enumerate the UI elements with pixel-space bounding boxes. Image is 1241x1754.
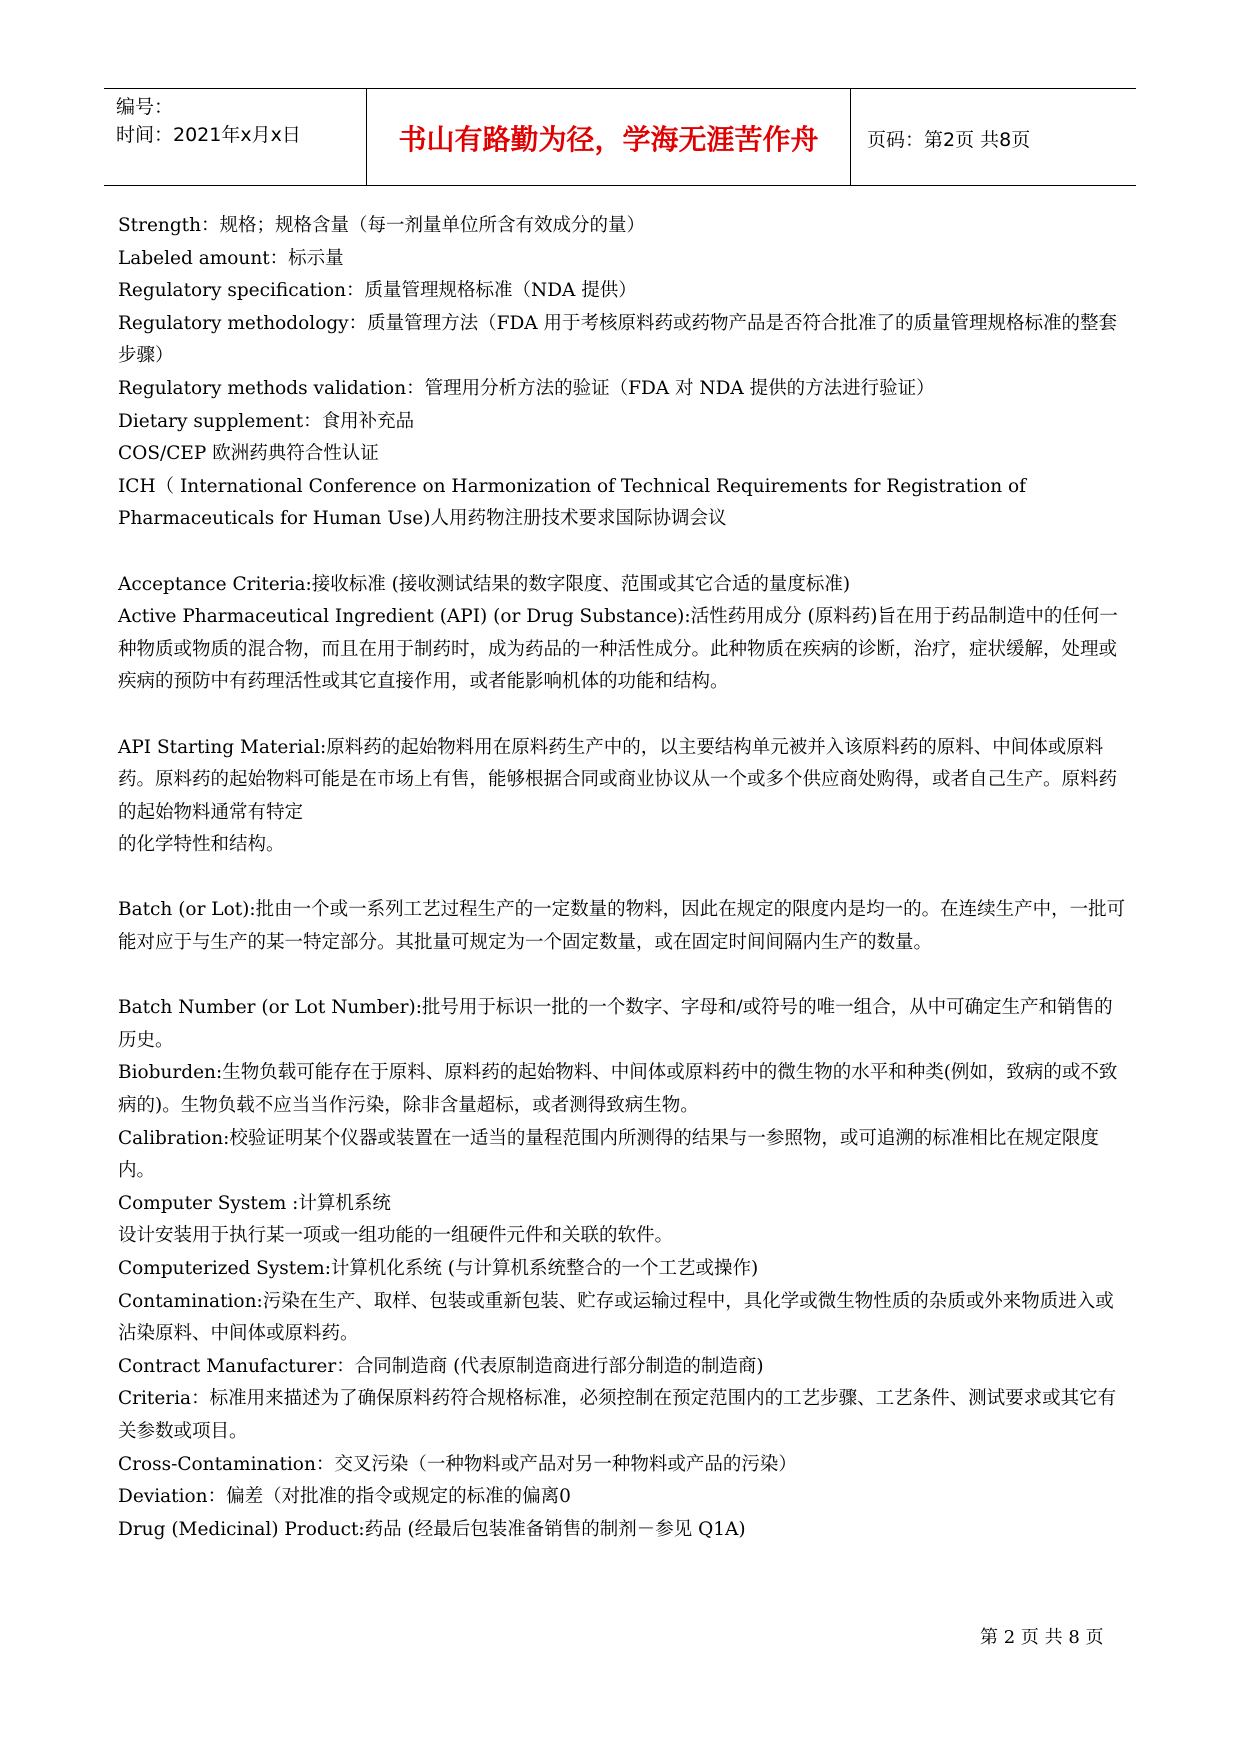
paragraph: Drug (Medicinal) Product:药品 (经最后包装准备销售的制剂－参见 Q1A) [118, 1518, 746, 1540]
paragraph: Bioburden:生物负载可能存在于原料、原料药的起始物料、中间体或原料药中的微生物的水平和种类(例如，致病的或不致病的)。生物负载不应当当作污染，除非含量超标，或者测得致病生物。 [118, 1062, 1118, 1117]
header-motto: 书山有路勤为径，学海无涯苦作舟 [367, 89, 851, 185]
paragraph: COS/CEP 欧洲药典符合性认证 [118, 443, 379, 465]
paragraph: Regulatory methods validation：管理用分析方法的验证（FDA 对 NDA 提供的方法进行验证） [118, 377, 935, 399]
document-header [104, 88, 1136, 186]
document-number-label: 编号： [116, 96, 174, 118]
paragraph: Strength：规格；规格含量（每一剂量单位所含有效成分的量） [118, 215, 646, 236]
document-body [118, 210, 1128, 1546]
paragraph: Computer System :计算机系统 [118, 1192, 391, 1214]
header-info-cell [104, 89, 367, 185]
blank-line [118, 960, 1128, 993]
paragraph: Active Pharmaceutical Ingredient (API) (or Drug Substance):活性药用成分 (原料药)旨在用于药品制造中的任何一种物质或物质的混合物，而且在用于制药时，成为药品的一种活性成分。此种物质在疾病的诊断，治疗，症状缓解，处理或疾病的预防中有药理活性或其它直接作用，或者能影响机体的功能和结构。 [118, 606, 1118, 693]
paragraph: ICH（ International Conference on Harmonization of Technical Requirements for Registration of Pharmaceuticals for Human Use)人用药物注册技术要求国际协调会议 [118, 475, 1026, 530]
paragraph: Computerized System:计算机化系统 (与计算机系统整合的一个工艺或操作) [118, 1258, 759, 1279]
document-time-label: 时间：2021年x月x日 [116, 124, 301, 146]
blank-line [118, 699, 1128, 732]
blank-line [118, 862, 1128, 895]
paragraph: Cross-Contamination：交叉污染（一种物料或产品对另一种物料或产品的污染） [118, 1453, 797, 1475]
paragraph: 的化学特性和结构。 [118, 834, 285, 856]
paragraph: Criteria：标准用来描述为了确保原料药符合规格标准，必须控制在预定范围内的工艺步骤、工艺条件、测试要求或其它有关参数或项目。 [118, 1388, 1117, 1442]
paragraph: Calibration:校验证明某个仪器或装置在一适当的量程范围内所测得的结果与一参照物，或可追溯的标准相比在规定限度内。 [118, 1127, 1099, 1182]
paragraph: Batch Number (or Lot Number):批号用于标识一批的一个数字、字母和/或符号的唯一组合，从中可确定生产和销售的历史。 [118, 997, 1113, 1051]
paragraph: Contamination:污染在生产、取样、包装或重新包装、贮存或运输过程中，具化学或微生物性质的杂质或外来物质进入或沾染原料、中间体或原料药。 [118, 1290, 1114, 1345]
paragraph: Batch (or Lot):批由一个或一系列工艺过程生产的一定数量的物料，因此在规定的限度内是均一的。在连续生产中，一批可能对应于与生产的某一特定部分。其批量可规定为一个固定数量，或在固定时间间隔内生产的数量。 [118, 899, 1126, 954]
paragraph: Regulatory methodology：质量管理方法（FDA 用于考核原料药或药物产品是否符合批准了的质量管理规格标准的整套步骤） [118, 312, 1118, 367]
paragraph: Dietary supplement：食用补充品 [118, 410, 415, 432]
blank-line [118, 536, 1128, 569]
paragraph: 设计安装用于执行某一项或一组功能的一组硬件元件和关联的软件。 [118, 1225, 674, 1247]
paragraph: Regulatory specification：质量管理规格标准（NDA 提供） [118, 280, 637, 302]
paragraph: Deviation：偏差（对批准的指令或规定的标准的偏离0 [118, 1486, 571, 1508]
paragraph: Contract Manufacturer：合同制造商 (代表原制造商进行部分制造的制造商) [118, 1355, 764, 1377]
header-page-label: 页码：第2页 共8页 [867, 128, 1031, 151]
paragraph: API Starting Material:原料药的起始物料用在原料药生产中的，以主要结构单元被并入该原料药的原料、中间体或原料药。原料药的起始物料可能是在市场上有售，能够根据合同或商业协议从一个或多个供应商处购得，或者自己生产。原料药的起始物料通常有特定 [118, 736, 1118, 823]
paragraph: Acceptance Criteria:接收标准 (接收测试结果的数字限度、范围或其它合适的量度标准) [118, 573, 851, 595]
page-footer: 第 2 页 共 8 页 [980, 1627, 1104, 1648]
paragraph: Labeled amount：标示量 [118, 247, 344, 269]
